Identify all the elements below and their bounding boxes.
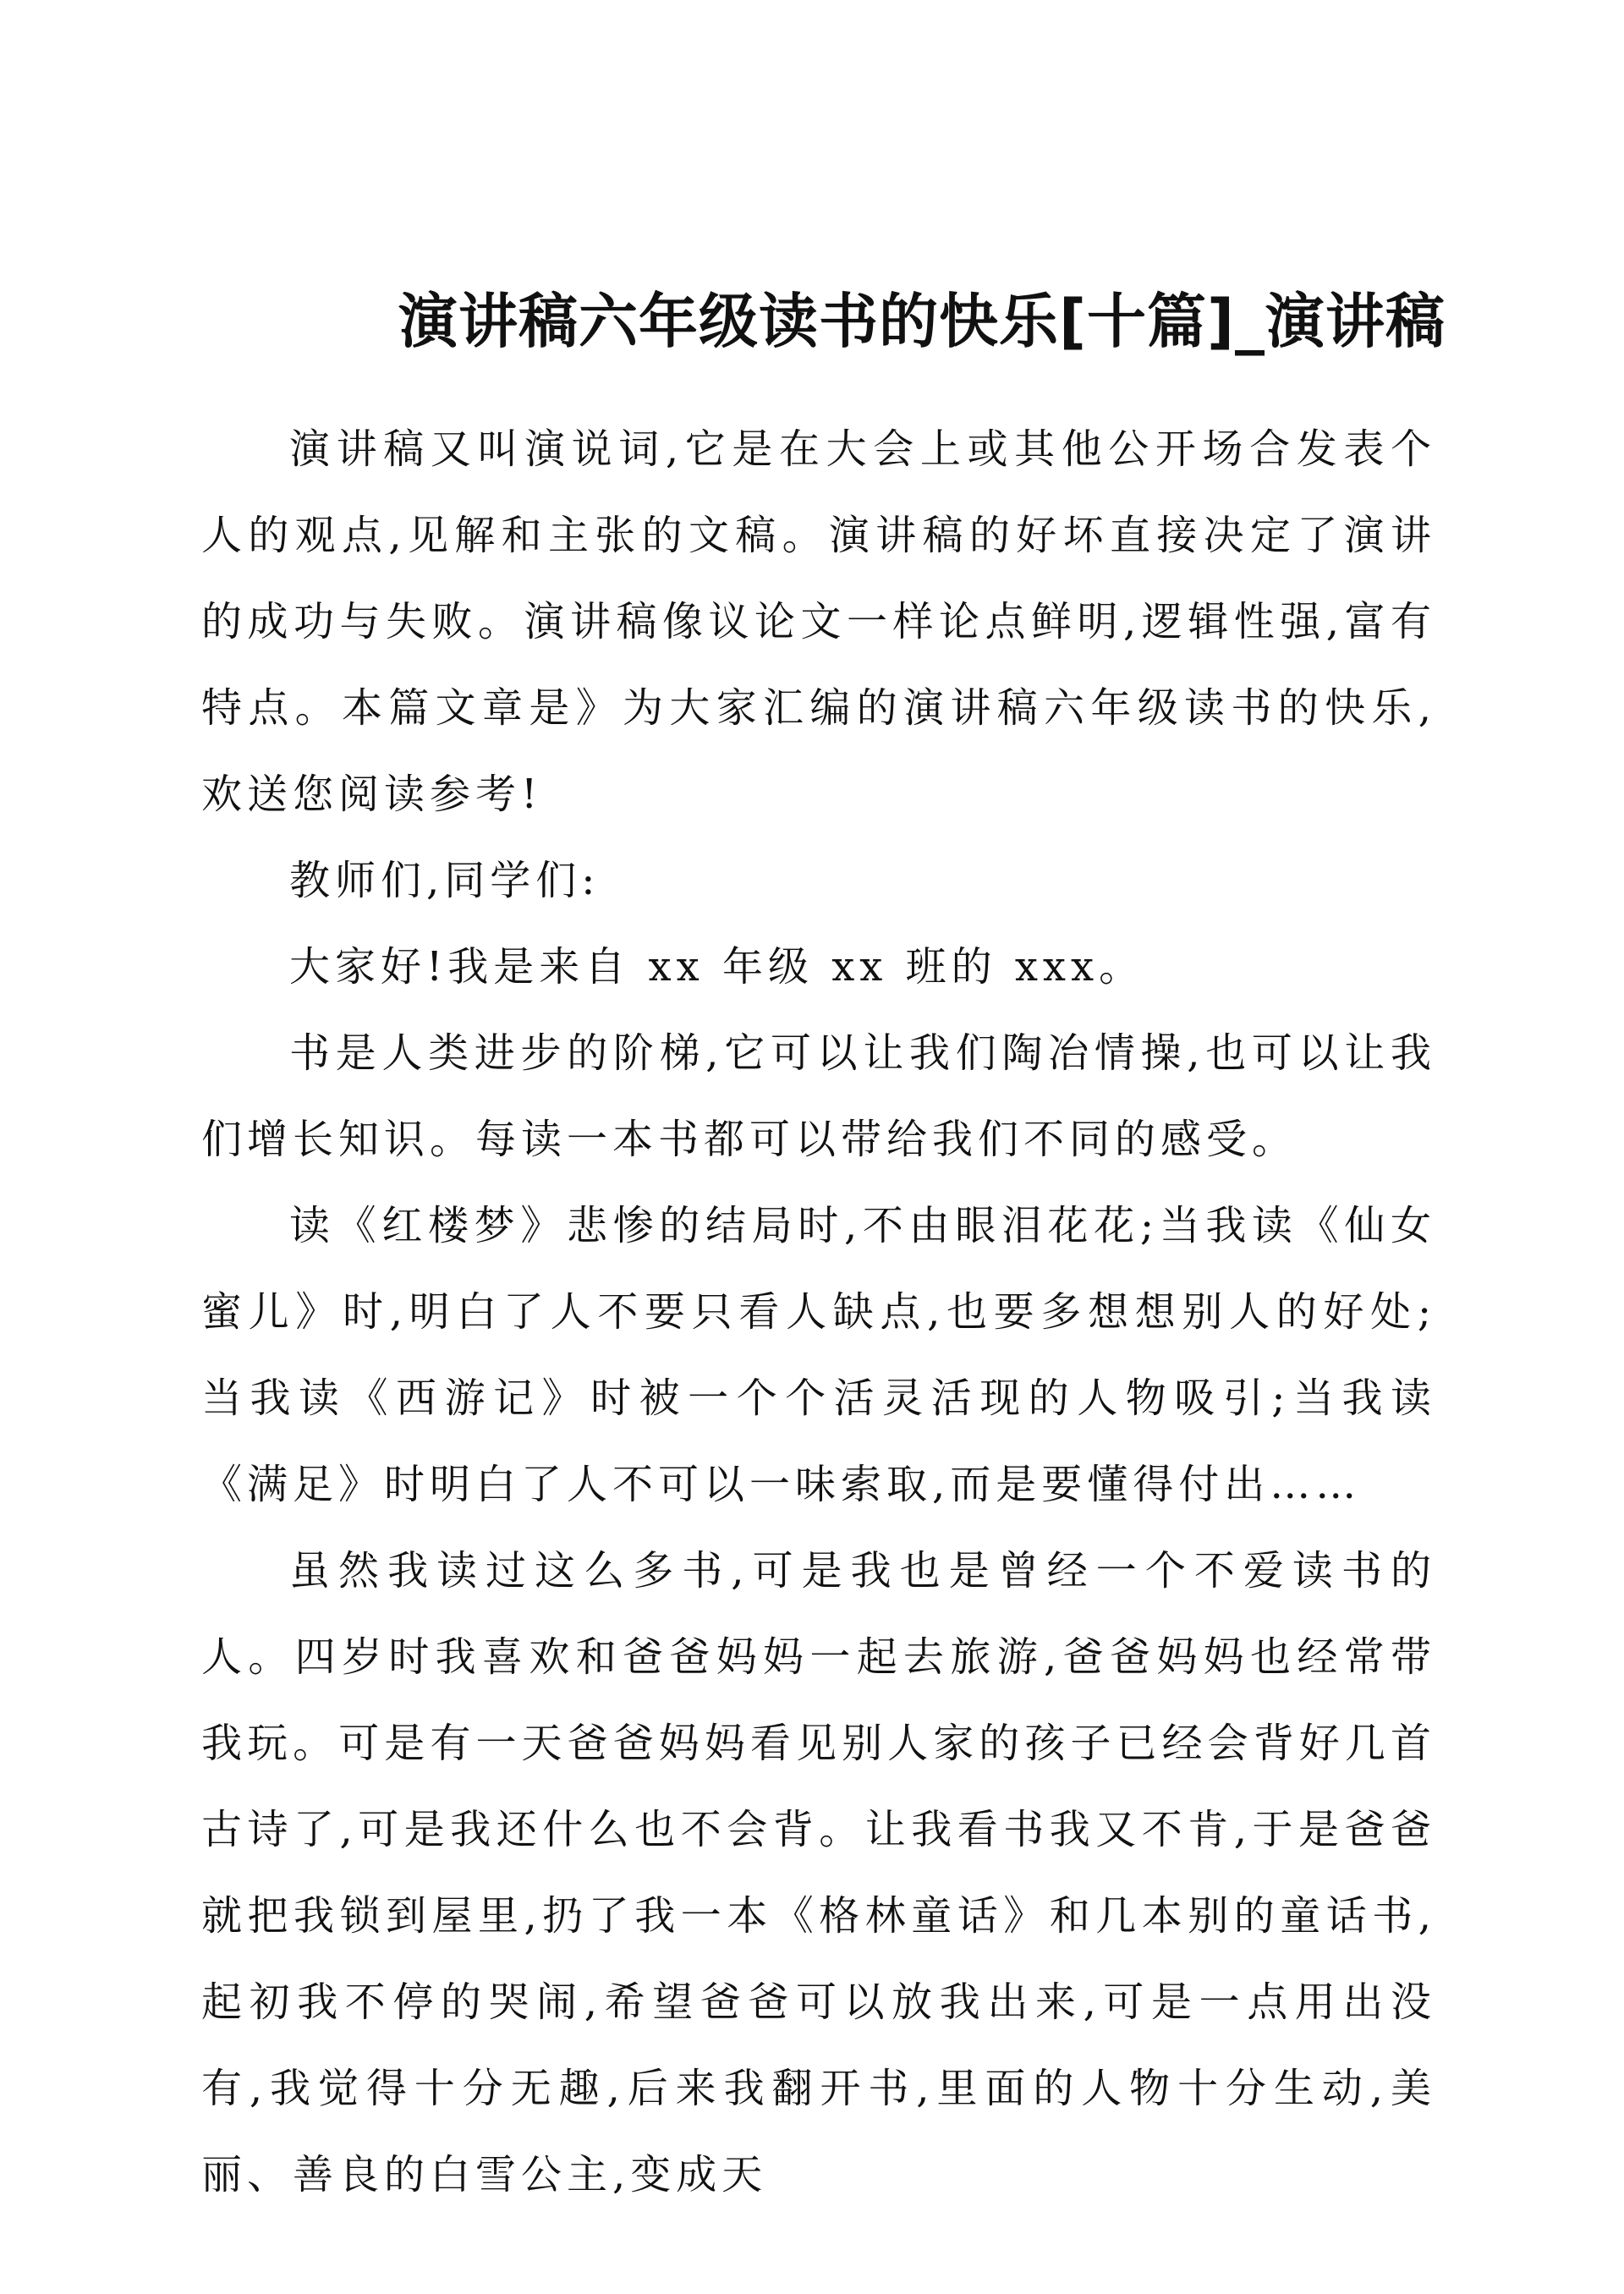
paragraph-self-intro: 大家好!我是来自 xx 年级 xx 班的 xxx。 <box>289 943 1145 991</box>
paragraph-books-read: 读《红楼梦》悲惨的结局时,不由眼泪花花;当我读《仙女蜜儿》时,明白了人不要只看人缺点,也要多想想别人的好处;当我读《西游记》时被一个个活灵活现的人物吸引;当我读《满足》时明白了人不可以一味索取,而是要懂得付出…… <box>201 1202 1436 1508</box>
paragraph-intro: 演讲稿又叫演说词,它是在大会上或其他公开场合发表个人的观点,见解和主张的文稿。演讲稿的好坏直接决定了演讲的成功与失败。演讲稿像议论文一样论点鲜明,逻辑性强,富有特点。本篇文章是》为大家汇编的演讲稿六年级读书的快乐,欢送您阅读参考! <box>201 425 1436 818</box>
document-body <box>201 406 1436 2218</box>
paragraph-greeting: 教师们,同学们: <box>289 857 601 904</box>
paragraph-story: 虽然我读过这么多书,可是我也是曾经一个不爱读书的人。四岁时我喜欢和爸爸妈妈一起去旅游,爸爸妈妈也经常带我玩。可是有一天爸爸妈妈看见别人家的孩子已经会背好几首古诗了,可是我还什么也不会背。让我看书我又不肯,于是爸爸就把我锁到屋里,扔了我一本《格林童话》和几本别的童话书,起初我不停的哭闹,希望爸爸可以放我出来,可是一点用出没有,我觉得十分无趣,后来我翻开书,里面的人物十分生动,美丽、善良的白雪公主,变成天 <box>201 1547 1436 2198</box>
paragraph-books-ladder: 书是人类进步的阶梯,它可以让我们陶冶情操,也可以让我们增长知识。每读一本书都可以带给我们不同的感受。 <box>201 1029 1436 1163</box>
document-title: 演讲稿六年级读书的快乐[十篇]_演讲稿 <box>398 287 1446 356</box>
